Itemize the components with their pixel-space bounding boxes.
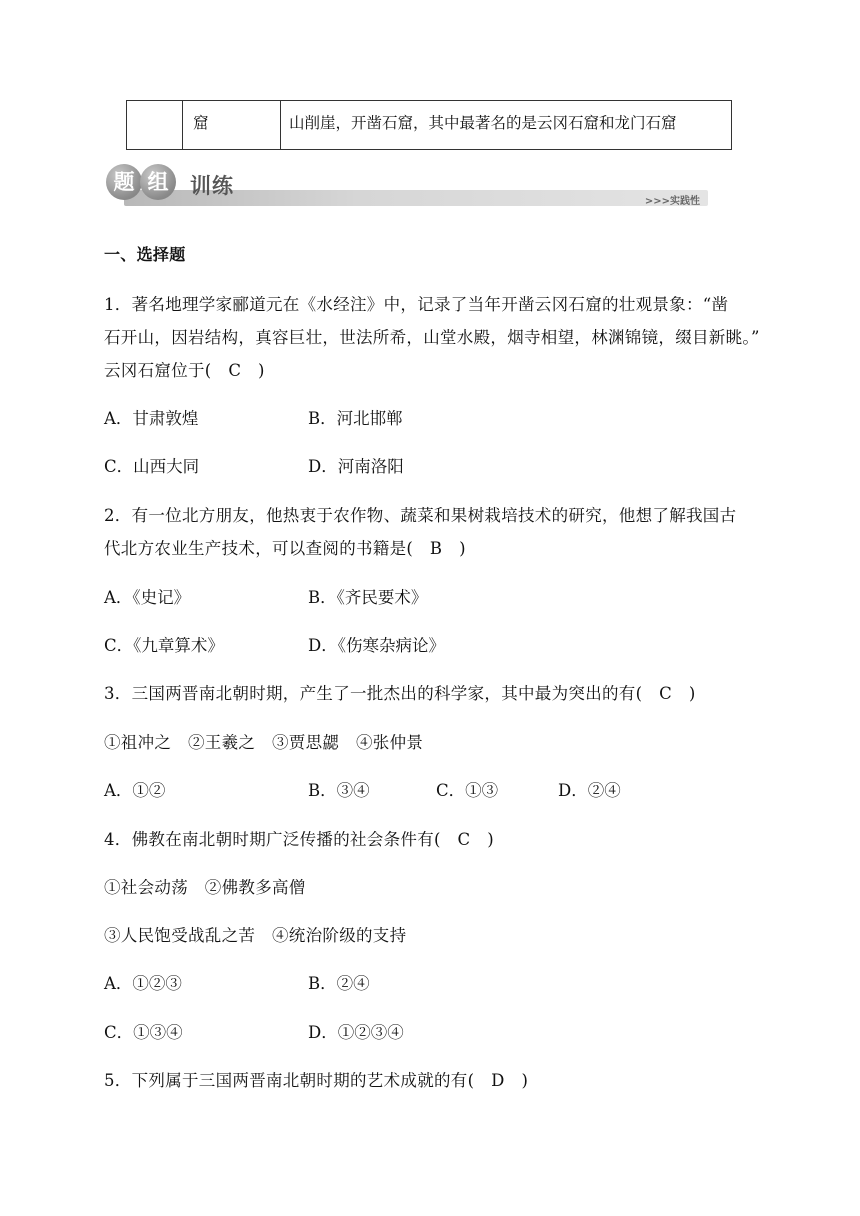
table-cell-text: 山削崖，开凿石窟，其中最著名的是云冈石窟和龙门石窟 — [289, 114, 677, 132]
q2-option-b: B．《齐民要术》 — [308, 588, 428, 607]
q4-stem-line1: 4．佛教在南北朝时期广泛传播的社会条件有( C ) — [104, 830, 494, 849]
q4-option-c: C．①③④ — [104, 1023, 183, 1042]
q4-stem-line2: ①社会动荡 ②佛教多高僧 — [104, 878, 306, 897]
q4-stem-line3: ③人民饱受战乱之苦 ④统治阶级的支持 — [104, 926, 407, 945]
q3-option-d: D．②④ — [558, 781, 621, 800]
q2-stem-line1: 2．有一位北方朋友，他热衷于农作物、蔬菜和果树栽培技术的研究，他想了解我国古 — [104, 506, 737, 525]
table-cell-text: 窟 — [193, 114, 209, 132]
q4-option-b: B．②④ — [308, 974, 370, 993]
q2-option-d: D．《伤寒杂病论》 — [308, 636, 445, 655]
banner-badge-2: 组 — [140, 164, 176, 200]
q4-option-d: D．①②③④ — [308, 1023, 404, 1042]
q5-stem-line1: 5．下列属于三国两晋南北朝时期的艺术成就的有( D ) — [104, 1071, 529, 1090]
section-heading: 一、选择题 — [104, 245, 186, 264]
banner-badge-1: 题 — [106, 164, 142, 200]
table-cell-empty — [127, 101, 183, 149]
info-table-fragment — [126, 100, 732, 150]
q3-stem-line2: ①祖冲之 ②王羲之 ③贾思勰 ④张仲景 — [104, 733, 424, 752]
q3-option-c: C．①③ — [436, 781, 499, 800]
q1-stem-line1: 1．著名地理学家郦道元在《水经注》中，记录了当年开凿云冈石窟的壮观景象：“凿 — [104, 295, 729, 314]
banner-title: 训练 — [190, 174, 234, 198]
q1-option-b: B．河北邯郸 — [308, 409, 403, 428]
q1-option-c: C．山西大同 — [104, 457, 200, 476]
q2-option-c: C．《九章算术》 — [104, 636, 224, 655]
section-banner — [104, 162, 708, 212]
q3-stem-line1: 3．三国两晋南北朝时期，产生了一批杰出的科学家，其中最为突出的有( C ) — [104, 684, 696, 703]
q3-option-b: B．③④ — [308, 781, 370, 800]
q3-option-a: A．①② — [104, 781, 166, 800]
q1-option-d: D．河南洛阳 — [308, 457, 404, 476]
q4-option-a: A．①②③ — [104, 974, 182, 993]
table-cell-category — [183, 101, 281, 149]
q2-option-a: A．《史记》 — [104, 588, 191, 607]
banner-subtitle: >>>实践性 — [644, 196, 700, 207]
q1-stem-line3: 云冈石窟位于( C ) — [104, 361, 265, 380]
q1-option-a: A．甘肃敦煌 — [104, 409, 199, 428]
table-cell-description — [281, 101, 731, 149]
q1-stem-line2: 石开山，因岩结构，真容巨壮，世法所希，山堂水殿，烟寺相望，林渊锦镜，缀目新眺。” — [104, 328, 760, 347]
q2-stem-line2: 代北方农业生产技术，可以查阅的书籍是( B ) — [104, 539, 466, 558]
